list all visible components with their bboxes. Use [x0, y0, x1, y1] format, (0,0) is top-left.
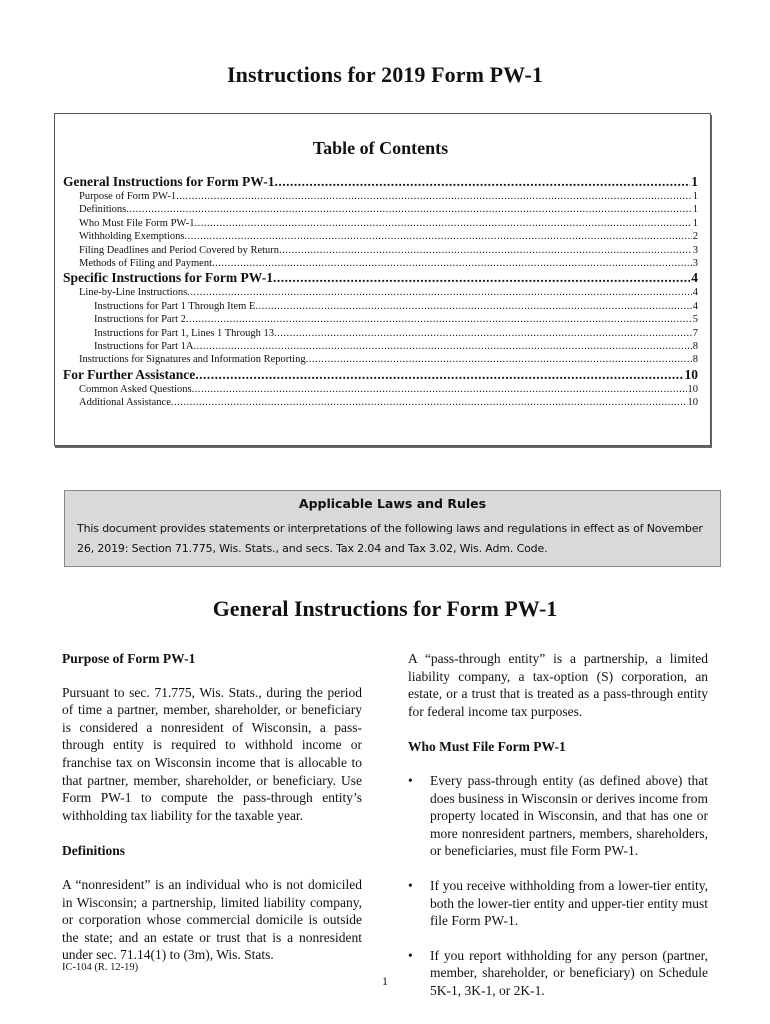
purpose-heading: Purpose of Form PW-1: [62, 651, 196, 666]
toc-entry[interactable]: [63, 244, 698, 257]
purpose-paragraph: Pursuant to sec. 71.775, Wis. Stats., during the period of time a partner, member, shareholder, or beneficiary is considered a nonresident of Wisconsin, a pass-through entity is required to withhold income or franchise tax on Wisconsin income that is allocable to that partner, member, shareholder, or beneficiary. Use Form PW-1 to compute the pass-through entity’s withholding tax liability for the taxable year.: [62, 684, 362, 823]
toc-entry-page: 1: [692, 191, 698, 202]
toc-entry-page: 10: [687, 383, 698, 395]
definitions-paragraph: A “nonresident” is an individual who is not domiciled in Wisconsin; a partnership, limited liability company, or corporation whose commercial domicile is outside the state; and an estate or trust that is a nonresident under sec. 71.14(1) to (3m), Wis. Stats.: [62, 876, 362, 963]
bullet-icon: •: [408, 947, 413, 963]
toc-entry-text: Common Asked Questions: [79, 383, 192, 395]
toc-entry-text: Methods of Filing and Payment: [79, 258, 212, 270]
passthrough-paragraph: A “pass-through entity” is a partnership, a limited liability company, a tax-option (S) corporation, an estate, or a trust that is treated as a pass-through entity for federal income tax purposes.: [408, 651, 708, 719]
toc-entry[interactable]: [63, 217, 698, 230]
toc-entry-page: 1: [692, 204, 698, 216]
left-column: [62, 650, 362, 964]
toc-entry-text: Purpose of Form PW-1: [79, 191, 177, 202]
toc-entry-page: 4: [692, 300, 698, 312]
definitions-heading: Definitions: [62, 843, 126, 859]
toc-entry-text: Line-by-Line Instructions: [79, 287, 188, 299]
toc-entry-page: 7: [692, 327, 698, 339]
toc-entry-text: Instructions for Part 1 Through Item E: [94, 300, 256, 312]
form-code: IC-104 (R. 12-19): [62, 962, 139, 973]
list-item: [408, 772, 708, 860]
toc-entry[interactable]: [63, 230, 698, 243]
toc-entry-text: Instructions for Signatures and Information Reporting: [79, 354, 306, 366]
toc-entry-page: 5: [692, 314, 698, 326]
toc-entry-page: 2: [692, 231, 698, 243]
toc-entry-page: 3: [692, 258, 698, 270]
list-item-text: Every pass-through entity (as defined above) that does business in Wisconsin or derives income from property located in Wisconsin, and that has one or more nonresident partners, members, shareholders, or beneficiaries, must file Form PW-1.: [430, 772, 708, 859]
section-heading: General Instructions for Form PW-1: [212, 596, 558, 621]
toc-entry-page: 4: [692, 287, 698, 299]
list-item-text: If you report withholding for any person (partner, member, shareholder, or beneficiary) on Schedule 5K-1, 3K-1, or 2K-1.: [430, 947, 708, 998]
toc-entry-page: 3: [692, 244, 698, 256]
toc-entry-page: 1: [692, 217, 698, 229]
toc-entry[interactable]: [63, 383, 698, 396]
toc-entry[interactable]: [63, 257, 698, 270]
toc-entry[interactable]: [63, 203, 698, 216]
toc-entry[interactable]: [63, 340, 698, 353]
toc-entry[interactable]: [63, 174, 698, 190]
toc-entry-text: For Further Assistance: [63, 366, 196, 382]
toc-entry[interactable]: [63, 286, 698, 299]
toc-entry[interactable]: [63, 367, 698, 383]
toc-entry-text: Who Must File Form PW-1: [79, 217, 195, 229]
list-item: [408, 877, 708, 930]
toc-entry-page: 10: [684, 366, 698, 382]
bullet-icon: •: [408, 772, 413, 788]
laws-title: Applicable Laws and Rules: [298, 496, 487, 511]
toc-entry-page: 8: [692, 354, 698, 366]
toc-entry[interactable]: [63, 300, 698, 313]
toc-entry-text: Instructions for Part 2: [94, 314, 186, 326]
toc-entry[interactable]: [63, 270, 698, 286]
toc-entry[interactable]: [63, 327, 698, 340]
toc-entry[interactable]: [63, 396, 698, 409]
who-must-file-heading: Who Must File Form PW-1: [408, 739, 566, 755]
toc-entry-page: 1: [691, 174, 698, 189]
applicable-laws-box: [64, 490, 721, 567]
toc-title: Table of Contents: [312, 138, 449, 158]
toc-entry-text: Filing Deadlines and Period Covered by Return: [79, 244, 280, 256]
page-title: Instructions for 2019 Form PW-1: [227, 62, 543, 87]
bullet-icon: •: [408, 877, 413, 893]
toc-entry-text: Additional Assistance: [79, 397, 171, 409]
toc-entry-text: Specific Instructions for Form PW-1: [63, 270, 273, 286]
toc-entry-text: General Instructions for Form PW-1: [63, 174, 275, 189]
toc-entry-page: 10: [687, 397, 698, 409]
toc-entry[interactable]: [63, 190, 698, 203]
who-must-file-list: [408, 772, 708, 1000]
toc-entry-text: Definitions: [79, 204, 127, 216]
laws-text: This document provides statements or interpretations of the following laws and regulations in effect as of November 26, 2019: Section 71.775, Wis. Stats., and secs. Tax 2.04 and Tax 3.02, Wis. Adm. Code.: [77, 522, 703, 555]
toc-entry[interactable]: [63, 353, 698, 366]
toc-entry-page: 8: [692, 341, 698, 353]
toc-entry-text: Instructions for Part 1, Lines 1 Through 13: [94, 327, 275, 339]
toc-entry[interactable]: [63, 313, 698, 326]
toc-entry-text: Withholding Exemptions: [79, 231, 185, 243]
toc-entry-page: 4: [691, 270, 698, 286]
right-column: [408, 650, 708, 1017]
table-of-contents: [54, 113, 711, 446]
list-item-text: If you receive withholding from a lower-tier entity, both the lower-tier entity and upper-tier entity must file Form PW-1.: [430, 877, 708, 929]
page-number: 1: [382, 974, 388, 988]
toc-entry-text: Instructions for Part 1A: [94, 341, 194, 353]
